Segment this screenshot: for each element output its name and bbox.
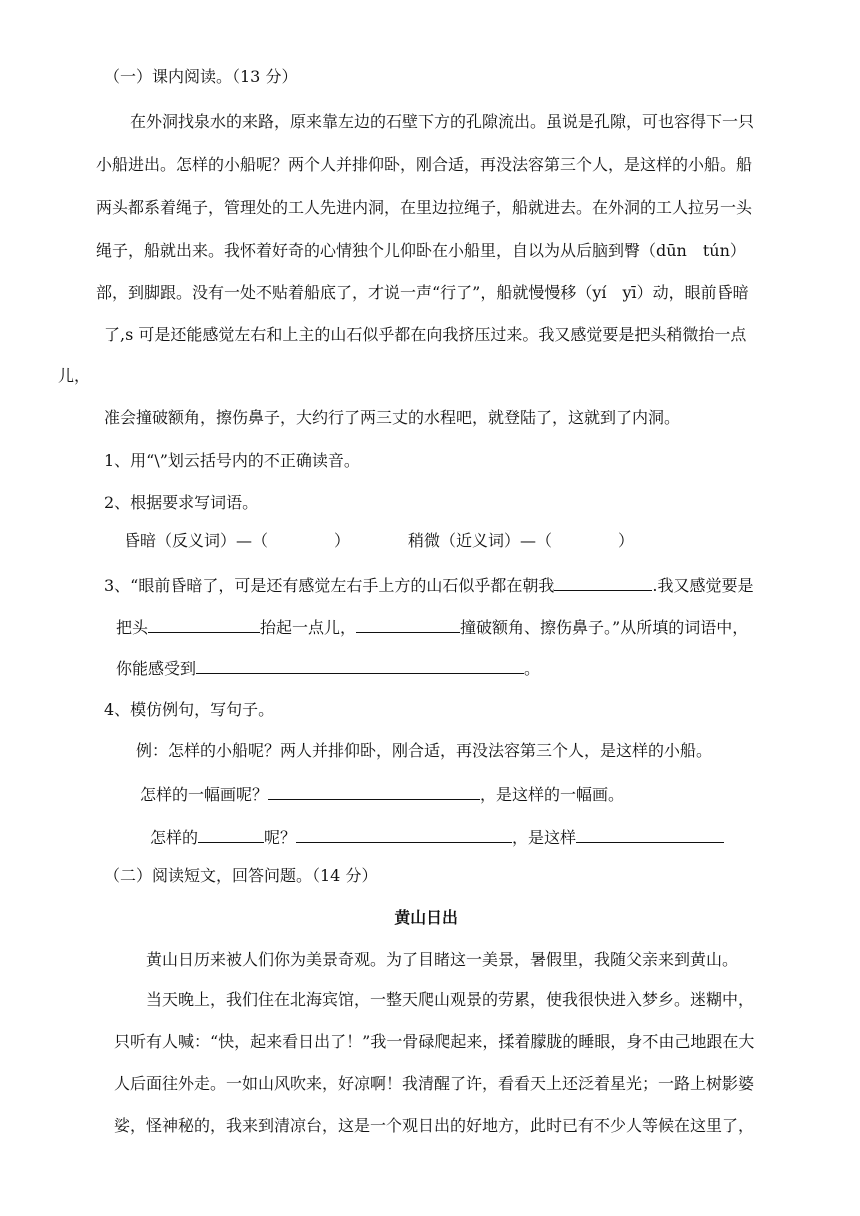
question-3-line-1: [104, 574, 753, 596]
q2-antonym-close: ）: [334, 531, 351, 550]
passage2-line-2: 当天晚上，我们住在北海宾馆，一整天爬山观景的劳累，使我很快进入梦乡。迷糊中，: [146, 990, 755, 1009]
question-3-line-3: [116, 657, 540, 679]
q2-synonym-item: [408, 531, 634, 551]
q4-text-1: 怎样的一幅画呢？: [140, 785, 269, 804]
q4-text-2: ，是这样的一幅画。: [480, 785, 625, 804]
q2-antonym-item: [124, 531, 350, 551]
passage1-line-5: 部，到脚跟。没有一处不贴着船底了，才说一声“行了”，船就慢慢移（yí yī）动，眼前昏暗: [96, 283, 749, 302]
section2-heading: （二）阅读短文，回答问题。（14 分）: [104, 866, 378, 885]
q4-line-1: [140, 783, 624, 805]
q4-blank-3[interactable]: [296, 826, 512, 843]
q4-line-2: [150, 826, 724, 848]
passage1-line-4: 绳子，船就出来。我怀着好奇的心情独个儿仰卧在小船里，自以为从后脑到臀（dūn tún）: [96, 241, 746, 260]
q4-text-3: 怎样的: [150, 828, 199, 847]
q3-text-2: .我又感觉要是: [652, 576, 754, 595]
q3-text-6: 你能感受到: [116, 659, 197, 678]
q4-blank-2[interactable]: [198, 826, 264, 843]
q2-synonym-label: 稍微（近义词）—（: [408, 531, 553, 550]
q3-text-1: 3、“眼前昏暗了，可是还有感觉左右手上方的山石似乎都在朝我: [104, 576, 555, 595]
q4-blank-1[interactable]: [268, 783, 480, 800]
q3-text-7: 。: [524, 659, 541, 678]
q3-blank-3[interactable]: [356, 616, 460, 633]
passage2-line-3: 只听有人喊：“快，起来看日出了！”我一骨碌爬起来，揉着朦胧的睡眼，身不由己地跟在大: [114, 1032, 755, 1051]
passage1-line-1: 在外洞找泉水的来路，原来靠左边的石壁下方的孔隙流出。虽说是孔隙，可也容得下一只: [130, 112, 755, 131]
q4-blank-4[interactable]: [576, 826, 724, 843]
q3-blank-4[interactable]: [196, 657, 524, 674]
q2-synonym-close: ）: [618, 531, 635, 550]
passage1-line-2: 小船进出。怎样的小船呢？两个人并排仰卧，刚合适，再没法容第三个人，是这样的小船。船: [96, 155, 753, 174]
passage2-line-4: 人后面往外走。一如山风吹来，好凉啊！我清醒了许，看看天上还泛着星光；一路上树影婆: [114, 1074, 755, 1093]
question-1: 1、用“\”划云括号内的不正确读音。: [104, 451, 360, 470]
q2-antonym-label: 昏暗（反义词）—（: [124, 531, 269, 550]
q3-text-3: 把头: [116, 618, 149, 637]
passage1-line-6: 了,s 可是还能感觉左右和上主的山石似乎都在向我挤压过来。我又感觉要是把头稍微抬一点: [104, 325, 747, 344]
q3-text-4: 抬起一点儿，: [260, 618, 357, 637]
q3-blank-2[interactable]: [148, 616, 260, 633]
q3-blank-1[interactable]: [554, 574, 652, 591]
question-2: 2、根据要求写词语。: [104, 493, 259, 512]
passage1-line-3: 两头都系着绳子，管理处的工人先进内洞，在里边拉绳子，船就进去。在外洞的工人拉另一头: [96, 198, 753, 217]
passage2-line-5: 娑，怪神秘的，我来到清凉台，这是一个观日出的好地方，此时已有不少人等候在这里了，: [114, 1116, 755, 1135]
article-title: 黄山日出: [394, 908, 458, 927]
section1-heading: （一）课内阅读。（13 分）: [104, 67, 298, 86]
q4-text-5: ，是这样: [512, 828, 577, 847]
passage1-line-8: 准会撞破额角，擦伤鼻子，大约行了两三丈的水程吧，就登陆了，这就到了内洞。: [104, 408, 681, 427]
q4-text-4: 呢？: [264, 828, 297, 847]
q4-example: 例：怎样的小船呢？两人并排仰卧，刚合适，再没法容第三个人，是这样的小船。: [136, 741, 713, 760]
question-4: 4、模仿例句，写句子。: [104, 700, 275, 719]
q3-text-5: 撞破额角、擦伤鼻子。”从所填的词语中，: [460, 618, 749, 637]
passage2-line-1: 黄山日历来被人们你为美景奇观。为了目睹这一美景，暑假里，我随父亲来到黄山。: [146, 950, 739, 969]
passage1-line-7: 儿，: [58, 366, 91, 385]
question-3-line-2: [116, 616, 748, 638]
